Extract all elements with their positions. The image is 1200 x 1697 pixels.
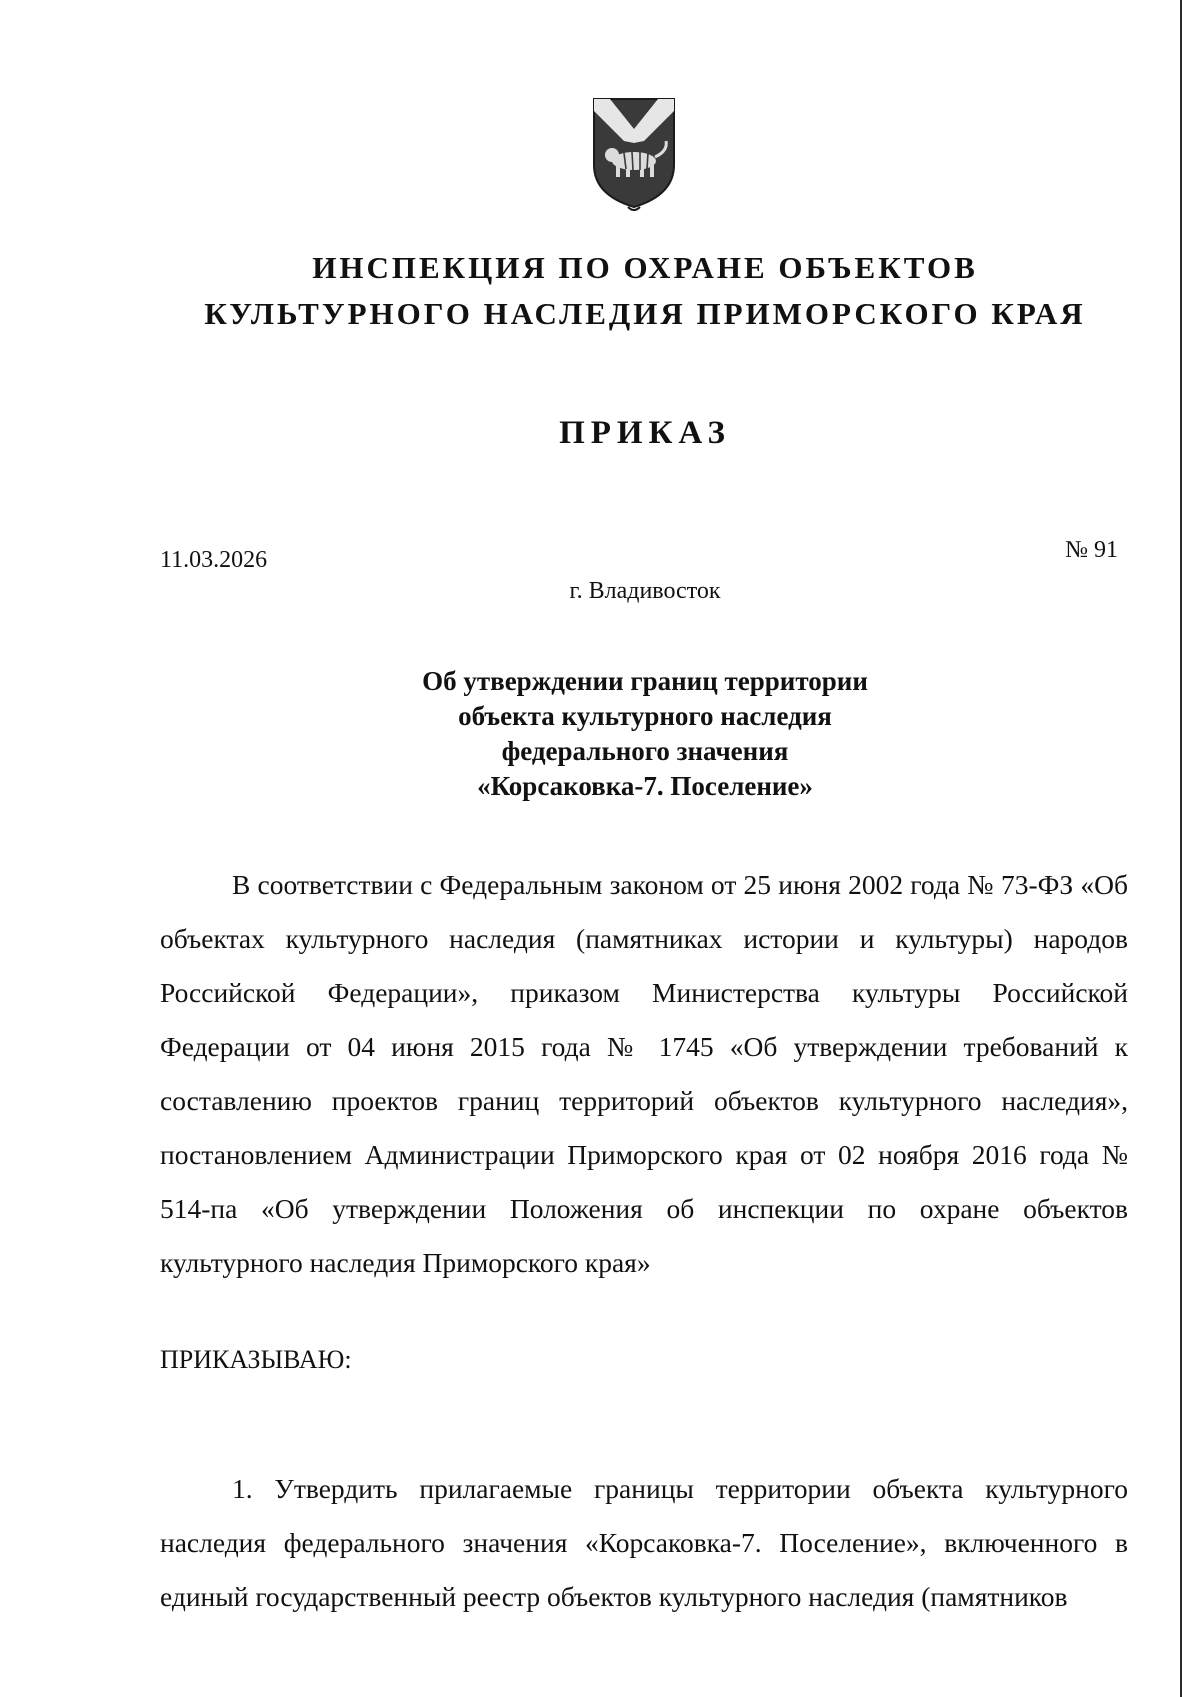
organization-title-line-1: ИНСПЕКЦИЯ ПО ОХРАНЕ ОБЪЕКТОВ [312, 250, 978, 285]
order-item-1: 1. Утвердить прилагаемые границы территории объекта культурного наследия федерального значения «Корсаковка-7. Поселение», включенного в единый государственный реестр объектов культурного наследия (памятников [160, 1473, 1128, 1612]
document-type-title: ПРИКАЗ [559, 415, 731, 451]
subject-line-4: «Корсаковка-7. Поселение» [477, 771, 813, 801]
order-word: ПРИКАЗЫВАЮ: [160, 1345, 352, 1374]
document-number: № 91 [1065, 537, 1118, 563]
document-subject [0, 664, 1200, 804]
subject-line-1: Об утверждении границ территории [422, 666, 868, 696]
primorsky-krai-coat-of-arms-icon [588, 95, 680, 215]
organization-title [0, 245, 1200, 337]
subject-line-2: объекта культурного наследия [458, 701, 832, 731]
document-date: 11.03.2026 [160, 547, 268, 573]
preamble-paragraph: В соответствии с Федеральным законом от 25 июня 2002 года № 73-ФЗ «Об объектах культурного наследия (памятниках истории и культуры) народов Российской Федерации», приказом Министерства культуры Российской Федерации от 04 июня 2015 года № 1745 «Об утверждении требований к составлению проектов границ территорий объектов культурного наследия», постановлением Администрации Приморского края от 02 ноября 2016 года № 514-па «Об утверждении Положения об инспекции по охране объектов культурного наследия Приморского края» [160, 869, 1128, 1278]
document-city: г. Владивосток [569, 578, 721, 604]
organization-title-line-2: КУЛЬТУРНОГО НАСЛЕДИЯ ПРИМОРСКОГО КРАЯ [204, 296, 1086, 331]
subject-line-3: федерального значения [501, 736, 789, 766]
